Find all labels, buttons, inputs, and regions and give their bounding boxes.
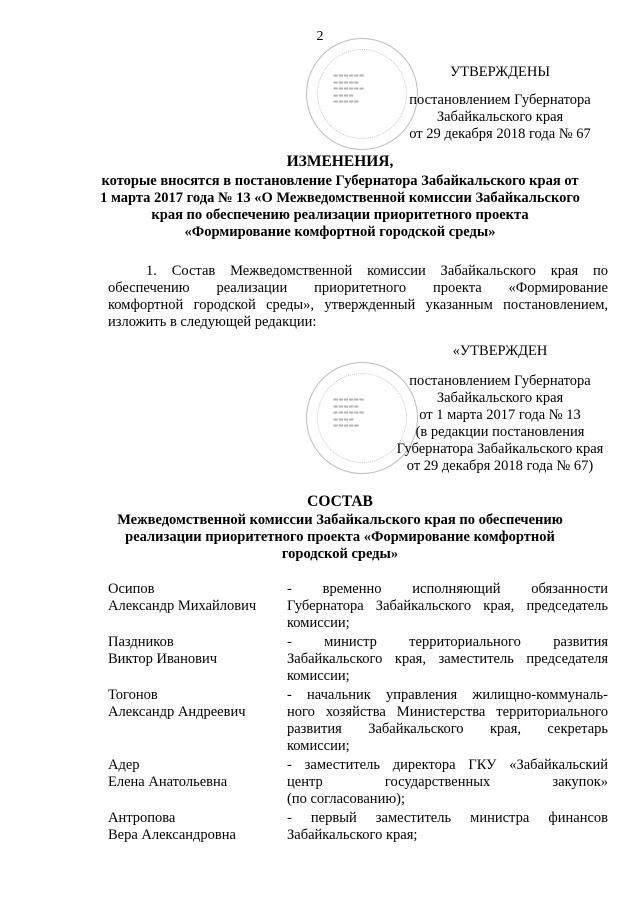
member-role-line: комиссии; [287,615,350,631]
approval-line: от 29 декабря 2018 года № 67 [409,126,591,142]
member-role-line: центр государственных закупок» [287,774,608,790]
approval-line: постановлением Губернатора [409,92,591,108]
paragraph-line: комфортной городской среды», утвержденный указанным постановлением, [108,297,608,313]
member-role-line: - временно исполняющий обязанности [287,581,608,597]
approval-block-second [394,343,606,475]
changes-subtitle-line: 1 марта 2017 года № 13 «О Межведомственной комиссии Забайкальского [100,190,580,206]
member-role-line: Губернатора Забайкальского края, председатель [287,598,608,614]
member-role-line: развития Забайкальского края, секретарь [287,721,608,737]
paragraph-line: обеспечению реализации приоритетного проекта «Формирование [108,280,608,296]
member-name: Елена Анатольевна [108,774,228,790]
member-role-line: комиссии; [287,668,350,684]
approval-line: от 29 декабря 2018 года № 67) [406,458,594,474]
member-role-line: - начальник управления жилищно-коммуналь- [287,687,608,703]
member-role-line: (по согласованию); [287,791,406,807]
approval-line: от 1 марта 2017 года № 13 [419,407,581,423]
approval-line: Губернатора Забайкальского края [396,441,604,457]
composition-title: СОСТАВ [307,493,373,510]
member-surname: Паздников [108,634,174,650]
approval-line: Забайкальского края [436,109,564,125]
member-role-line: Забайкальского края, заместитель председателя [287,651,608,667]
composition-header [100,493,580,563]
composition-subtitle-line: городской среды» [281,546,399,562]
approval-line: (в редакции постановления [415,424,585,440]
approval-block-top [400,64,600,143]
member-role-line: - министр территориального развития [287,634,608,650]
approval-line: Забайкальского края [436,390,564,406]
member-name: Виктор Иванович [108,651,218,667]
composition-subtitle-line: реализации приоритетного проекта «Формирование комфортной [125,529,555,545]
member-surname: Осипов [108,581,155,597]
member-name: Вера Александровна [108,827,236,843]
approval-title: «УТВЕРЖДЕН [452,343,548,359]
member-surname: Тогонов [108,687,158,703]
member-surname: Антропова [108,810,176,826]
member-role-line: - заместитель директора ГКУ «Забайкальский [287,757,608,773]
member-role-line: ного хозяйства Министерства территориального [287,704,608,720]
changes-header [90,153,590,241]
member-name: Александр Михайлович [108,598,257,614]
composition-subtitle-line: Межведомственной комиссии Забайкальского края по обеспечению [117,512,563,528]
approval-title: УТВЕРЖДЕНЫ [449,64,551,80]
member-name: Александр Андреевич [108,704,246,720]
changes-subtitle-line: края по обеспечению реализации приоритетного проекта [151,207,529,223]
official-stamp: ▬▬▬▬▬▬ ▬▬▬▬▬ ▬▬▬▬▬▬ ▬▬▬▬ ▬▬▬▬▬ [306,362,418,474]
paragraph-1 [108,263,608,331]
paragraph-line: 1. Состав Межведомственной комиссии Забайкальского края по [146,263,608,279]
page-number: 2 [316,29,324,44]
approval-line: постановлением Губернатора [409,373,591,389]
member-role-line: Забайкальского края; [287,827,418,843]
member-role-line: комиссии; [287,738,350,754]
changes-title: ИЗМЕНЕНИЯ, [286,153,394,170]
member-surname: Адер [108,757,140,773]
official-stamp: ▬▬▬▬▬▬ ▬▬▬▬▬ ▬▬▬▬▬▬ ▬▬▬▬ ▬▬▬▬▬ [306,38,418,150]
changes-subtitle-line: «Формирование комфортной городской среды» [184,224,496,240]
paragraph-line: изложить в следующей редакции: [108,314,317,330]
member-role-line: - первый заместитель министра финансов [287,810,608,826]
changes-subtitle-line: которые вносятся в постановление Губернатора Забайкальского края от [101,173,579,189]
